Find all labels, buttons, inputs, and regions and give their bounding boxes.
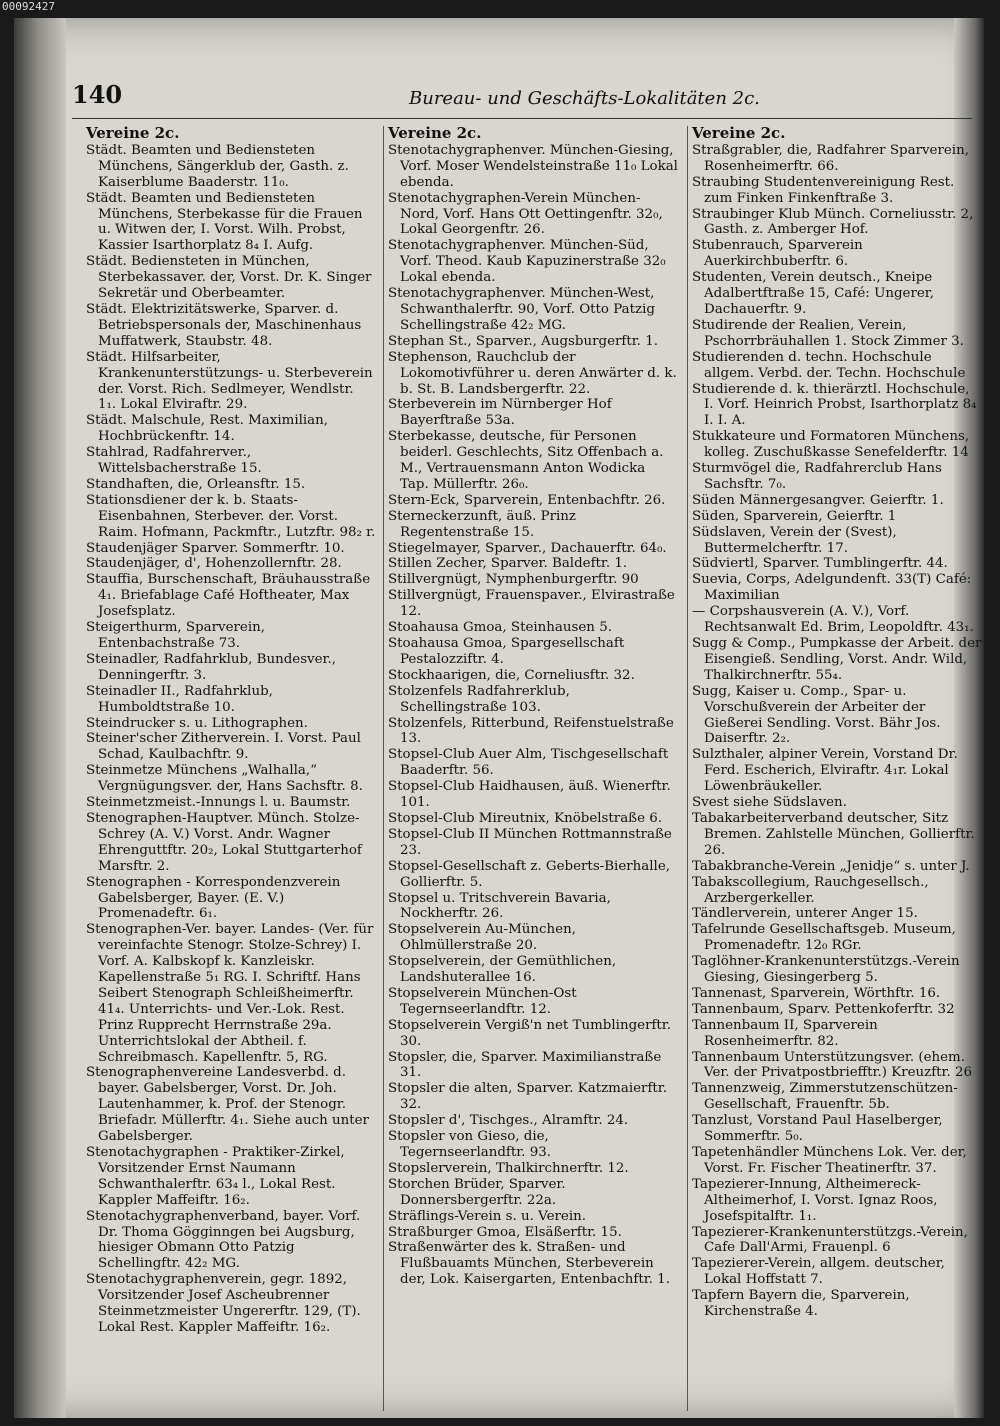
directory-entry: Stopsler d', Tischges., Alramftr. 24. [388, 1113, 629, 1129]
directory-entry: Standhaften, die, Orleansftr. 15. [86, 476, 306, 492]
directory-entry: Stopsel-Gesellschaft z. Geberts-Bierhalle, Gollierftr. 5. [388, 858, 671, 890]
directory-entry: Stenographen-Ver. bayer. Landes- (Ver. für vereinfachte Stenogr. Stolze-Schrey) I. Vorf. A. Kalbskopf k. Kanzleiskr. Kapellenstraße 5₁ RG. I. Schriftf. Hans Seibert Stenograph Schleißheimerftr. 41₄. Unterrichts- und Ver.-Lok. Rest. Prinz Rupprecht Herrnstraße 29a. Unterrichtslokal der Abtheil. f. Schreibmasch. Kapellenftr. 5, RG. [86, 922, 374, 1065]
directory-entry: Städt. Beamten und Bediensteten Münchens, Sängerklub der, Gasth. z. Kaiserblume Baaderstr. 11₀. [86, 142, 349, 190]
directory-entry: Stopsler von Gieso, die, Tegernseerlandftr. 93. [388, 1129, 551, 1160]
header-rule [72, 118, 972, 119]
directory-entry: Suevia, Corps, Adelgundenft. 33(T) Café: Maximilian [692, 572, 972, 604]
directory-entry: Stenotachygraphenver. München-West, Schwanthalerftr. 90, Vorf. Otto Patzig Schellingstraße 42₂ MG. [388, 286, 655, 333]
directory-entry: Steinmetzmeist.-Innungs l. u. Baumstr. [86, 795, 351, 811]
directory-entry: Südviertl, Sparver. Tumblingerftr. 44. [692, 556, 948, 572]
directory-entry: Tabakbranche-Verein „Jenidje“ s. unter J. [692, 858, 970, 874]
column-divider [383, 126, 384, 1411]
directory-entry: Tannenast, Sparverein, Wörthftr. 16. [692, 985, 941, 1001]
directory-entry: Straubinger Klub Münch. Corneliusstr. 2, Gasth. z. Amberger Hof. [692, 206, 974, 238]
directory-entry: Süden Männergesangver. Geierftr. 1. [692, 492, 944, 508]
entry-list [692, 143, 982, 1320]
directory-entry: Staudenjäger Sparver. Sommerftr. 10. [86, 540, 345, 556]
directory-entry: Tapetenhändler Münchens Lok. Ver. der, Vorst. Fr. Fischer Theatinerftr. 37. [692, 1145, 967, 1176]
entry-list [388, 143, 678, 1288]
column-heading: Vereine 2c. [388, 124, 482, 142]
directory-entry: Sterbekasse, deutsche, für Personen beiderl. Geschlechts, Sitz Offenbach a. M., Vertrauensmann Anton Wodicka Tap. Müllerftr. 26₀. [388, 429, 664, 492]
directory-entry: Stephan St., Sparver., Augsburgerftr. 1. [388, 333, 658, 349]
directory-entry: Tapezierer-Verein, allgem. deutscher, Lokal Hoffstatt 7. [692, 1256, 945, 1288]
directory-entry: Sterbeverein im Nürnberger Hof Bayerftraße 53a. [388, 397, 612, 429]
book-page [14, 18, 984, 1418]
directory-entry: Stenotachygraphenver. München-Süd, Vorf. Theod. Kaub Kapuzinerstraße 32₀ Lokal ebenda. [388, 238, 666, 286]
directory-entry: Stolzenfels, Ritterbund, Reifenstuelstraße 13. [388, 715, 674, 747]
directory-entry: Sugg, Kaiser u. Comp., Spar- u. Vorschußverein der Arbeiter der Gießerei Sendling. Vorst. Bähr Jos. Daiserftr. 2₂. [692, 683, 941, 747]
directory-entry: Tapezierer-Krankenunterstützgs.-Verein, Cafe Dall'Armi, Frauenpl. 6 [692, 1224, 968, 1256]
directory-entry: Städt. Beamten und Bediensteten Münchens, Sterbekasse für die Frauen u. Witwen der, I. Vorst. Wilh. Probst, Kassier Isarthorplatz 8₄ I. Aufg. [86, 190, 363, 254]
directory-entry: Stenotachygraphenverband, bayer. Vorf. Dr. Thoma Gögginngen bei Augsburg, hiesiger Obmann Otto Patzig Schellingftr. 42₂ MG. [86, 1208, 361, 1272]
archive-id: 00092427 [2, 0, 55, 13]
column-divider [687, 126, 688, 1411]
directory-entry: Sturmvögel die, Radfahrerclub Hans Sachsftr. 7₀. [692, 461, 942, 492]
directory-entry: Städt. Elektrizitätswerke, Sparver. d. Betriebspersonals der, Maschinenhaus Muffatwerk, Staubstr. 48. [86, 301, 362, 349]
directory-entry: Stolzenfels Radfahrerklub, Schellingstraße 103. [388, 683, 570, 715]
directory-entry: Tapfern Bayern die, Sparverein, Kirchenstraße 4. [692, 1288, 910, 1320]
directory-entry: Tanzlust, Vorstand Paul Haselberger, Sommerftr. 5₀. [692, 1113, 943, 1145]
column-heading: Vereine 2c. [86, 124, 180, 142]
directory-entry: Stenotachygraphen - Praktiker-Zirkel, Vorsitzender Ernst Naumann Schwanthalerftr. 63₄ l., Lokal Rest. Kappler Maffeiftr. 16₂. [86, 1145, 345, 1208]
directory-entry: Süden, Sparverein, Geierftr. 1 [692, 508, 897, 524]
directory-entry: Straßenwärter des k. Straßen- und Flußbauamts München, Sterbeverein der, Lok. Kaisergarten, Entenbachftr. 1. [388, 1240, 670, 1288]
directory-entry: Stoahausa Gmoa, Spargesellschaft Pestalozziftr. 4. [388, 636, 625, 667]
directory-entry: Svest siehe Südslaven. [692, 795, 847, 811]
directory-entry: Stenographen - Korrespondenzverein Gabelsberger, Bayer. (E. V.) Promenadeftr. 6₁. [86, 874, 341, 922]
directory-entry: Stopsel-Club II München Rottmannstraße 23. [388, 826, 672, 858]
directory-entry: Tabakarbeiterverband deutscher, Sitz Bremen. Zahlstelle München, Gollierftr. 26. [692, 810, 975, 858]
directory-entry: Stillvergnügt, Frauenspaver., Elvirastraße 12. [388, 588, 675, 620]
directory-entry: Straßgrabler, die, Radfahrer Sparverein, Rosenheimerftr. 66. [692, 142, 969, 174]
directory-entry: Stopselverein Vergiß'n net Tumblingerftr. 30. [388, 1017, 671, 1049]
directory-entry: Straubing Studentenvereinigung Rest. zum Finken Finkenftraße 3. [692, 174, 955, 206]
directory-entry: Stenotachygraphen-Verein München-Nord, Vorf. Hans Ott Oettingenftr. 32₀, Lokal Georgenftr. 26. [388, 190, 663, 238]
directory-entry: Stopsel-Club Auer Alm, Tischgesellschaft Baaderftr. 56. [388, 747, 669, 779]
directory-entry: Studierende d. k. thierärztl. Hochschule, I. Vorf. Heinrich Probst, Isarthorplatz 8₄ I. I. A. [692, 381, 977, 429]
directory-entry: Stern-Eck, Sparverein, Entenbachftr. 26. [388, 492, 666, 508]
directory-entry: Tannenbaum, Sparv. Pettenkoferftr. 32 [692, 1001, 955, 1017]
directory-entry: Stopsel-Club Mireutnix, Knöbelstraße 6. [388, 810, 663, 826]
directory-entry: Stahlrad, Radfahrerver., Wittelsbacherstraße 15. [86, 445, 262, 477]
directory-entry: Staudenjäger, d', Hohenzollernftr. 28. [86, 556, 342, 572]
directory-entry: Stenotachygraphenverein, gegr. 1892, Vorsitzender Josef Ascheubrenner Steinmetzmeister Ungererftr. 129, (T). Lokal Rest. Kappler Maffeiftr. 16₂. [86, 1272, 361, 1335]
directory-entry: Südslaven, Verein der (Svest), Buttermelcherftr. 17. [692, 524, 897, 556]
directory-entry: Stopselverein München-Ost Tegernseerlandftr. 12. [388, 985, 577, 1017]
directory-entry: Sträflings-Verein s. u. Verein. [388, 1208, 586, 1224]
directory-entry: Taglöhner-Krankenunterstützgs.-Verein Giesing, Giesingerberg 5. [692, 954, 960, 986]
column-3 [692, 126, 982, 1320]
directory-entry: Stephenson, Rauchclub der Lokomotivführer u. deren Anwärter d. k. b. St. B. Landsbergerftr. 22. [388, 349, 677, 397]
directory-entry: Studenten, Verein deutsch., Kneipe Adalbertftraße 15, Café: Ungerer, Dachauerftr. 9. [692, 270, 934, 317]
directory-entry: Steiner'scher Zitherverein. I. Vorst. Paul Schad, Kaulbachftr. 9. [86, 731, 361, 763]
directory-entry: Stillen Zecher, Sparver. Baldeftr. 1. [388, 556, 628, 572]
entry-list [86, 143, 376, 1336]
directory-entry: Stopslerverein, Thalkirchnerftr. 12. [388, 1160, 629, 1176]
directory-entry: Städt. Bediensteten in München, Sterbekassaver. der, Vorst. Dr. K. Singer Sekretär und Oberbeamter. [86, 254, 372, 302]
book-spine [14, 18, 66, 1418]
directory-entry: Stopsel u. Tritschverein Bavaria, Nockherftr. 26. [388, 890, 611, 922]
directory-entry: Steinadler II., Radfahrklub, Humboldtstraße 10. [86, 683, 273, 715]
directory-entry: Stopsler die alten, Sparver. Katzmaierftr. 32. [388, 1081, 667, 1113]
directory-entry: Stopselverein, der Gemüthlichen, Landshuterallee 16. [388, 954, 617, 986]
column-heading: Vereine 2c. [692, 124, 786, 142]
running-head: Bureau- und Geschäfts-Lokalitäten 2c. [409, 88, 760, 109]
directory-entry: Storchen Brüder, Sparver. Donnersbergerftr. 22a. [388, 1176, 566, 1208]
directory-entry: Straßburger Gmoa, Elsäßerftr. 15. [388, 1224, 622, 1240]
directory-entry: Stenographen-Hauptver. Münch. Stolze-Schrey (A. V.) Vorst. Andr. Wagner Ehrenguttftr. 20₂, Lokal Stuttgarterhof Marsftr. 2. [86, 810, 362, 874]
page-number: 140 [72, 80, 123, 109]
directory-entry: Steindrucker s. u. Lithographen. [86, 715, 308, 731]
directory-entry: Stationsdiener der k. b. Staats-Eisenbahnen, Sterbever. der. Vorst. Raim. Hofmann, Packmftr., Lutzftr. 98₂ r. [86, 492, 376, 540]
directory-entry: Städt. Malschule, Rest. Maximilian, Hochbrückenftr. 14. [86, 413, 329, 445]
directory-entry: Stopsler, die, Sparver. Maximilianstraße 31. [388, 1049, 662, 1081]
directory-entry: Stauffia, Burschenschaft, Bräuhausstraße 4₁. Briefablage Café Hoftheater, Max Josefsplatz. [86, 572, 371, 620]
directory-entry: Tabakscollegium, Rauchgesellsch., Arzbergerkeller. [692, 874, 929, 906]
directory-entry: Stillvergnügt, Nymphenburgerftr. 90 [388, 572, 639, 588]
directory-entry: Stiegelmayer, Sparver., Dachauerftr. 64₀. [388, 540, 667, 556]
directory-entry: Tapezierer-Innung, Altheimereck-Altheimerhof, I. Vorst. Ignaz Roos, Josefspitalftr. 1₁. [692, 1176, 938, 1224]
column-2 [388, 126, 678, 1288]
directory-entry: Städt. Hilfsarbeiter, Krankenunterstützungs- u. Sterbeverein der. Vorst. Rich. Sedlmeyer, Wendlstr. 1₁. Lokal Elviraftr. 29. [86, 349, 373, 413]
directory-entry: Studirende der Realien, Verein, Pschorrbräuhallen 1. Stock Zimmer 3. [692, 317, 964, 349]
directory-entry: Stenographenvereine Landesverbd. d. bayer. Gabelsberger, Vorst. Dr. Joh. Lautenhammer, k. Prof. der Stenogr. Briefadr. Müllerftr. 4₁. Siehe auch unter Gabelsberger. [86, 1065, 369, 1145]
directory-entry: Tannenzweig, Zimmerstutzenschützen-Gesellschaft, Frauenftr. 5b. [692, 1081, 958, 1113]
directory-entry: Stopsel-Club Haidhausen, äuß. Wienerftr. 101. [388, 779, 671, 811]
directory-entry: Stenotachygraphenver. München-Giesing, Vorf. Moser Wendelsteinstraße 11₀ Lokal ebenda. [388, 142, 678, 190]
directory-entry: Sugg & Comp., Pumpkasse der Arbeit. der Eisengieß. Sendling, Vorst. Andr. Wild, Thalkirchnerftr. 55₄. [692, 636, 982, 683]
directory-entry: Studierenden d. techn. Hochschule allgem. Verbd. der. Techn. Hochschule [692, 349, 966, 381]
directory-entry: — Corpshausverein (A. V.), Vorf. Rechtsanwalt Ed. Brim, Leopoldftr. 43₁. [692, 604, 974, 636]
directory-entry: Sulzthaler, alpiner Verein, Vorstand Dr. Ferd. Escherich, Elviraftr. 4₁r. Lokal Löwenbräukeller. [692, 747, 958, 795]
column-1 [86, 126, 376, 1336]
directory-entry: Tannenbaum II, Sparverein Rosenheimerftr. 82. [692, 1017, 878, 1049]
directory-entry: Steinadler, Radfahrklub, Bundesver., Denningerftr. 3. [86, 651, 336, 683]
directory-entry: Tannenbaum Unterstützungsver. (ehem. Ver. der Privatpostbriefftr.) Kreuzftr. 26 [692, 1049, 973, 1081]
directory-entry: Steigerthurm, Sparverein, Entenbachstraße 73. [86, 620, 266, 651]
directory-entry: Stukkateure und Formatoren Münchens, kolleg. Zuschußkasse Senefelderftr. 14 [692, 429, 970, 461]
directory-entry: Stockhaarigen, die, Corneliusftr. 32. [388, 667, 635, 683]
directory-entry: Stoahausa Gmoa, Steinhausen 5. [388, 620, 612, 636]
directory-entry: Tändlerverein, unterer Anger 15. [692, 906, 918, 922]
directory-entry: Stopselverein Au-München, Ohlmüllerstraße 20. [388, 922, 576, 954]
directory-entry: Sterneckerzunft, äuß. Prinz Regentenstraße 15. [388, 508, 576, 540]
directory-entry: Stubenrauch, Sparverein Auerkirchbuberftr. 6. [692, 238, 863, 270]
directory-entry: Tafelrunde Gesellschaftsgeb. Museum, Promenadeftr. 12₀ RGr. [692, 922, 956, 954]
directory-entry: Steinmetze Münchens „Walhalla,“ Vergnügungsver. der, Hans Sachsftr. 8. [86, 763, 363, 795]
